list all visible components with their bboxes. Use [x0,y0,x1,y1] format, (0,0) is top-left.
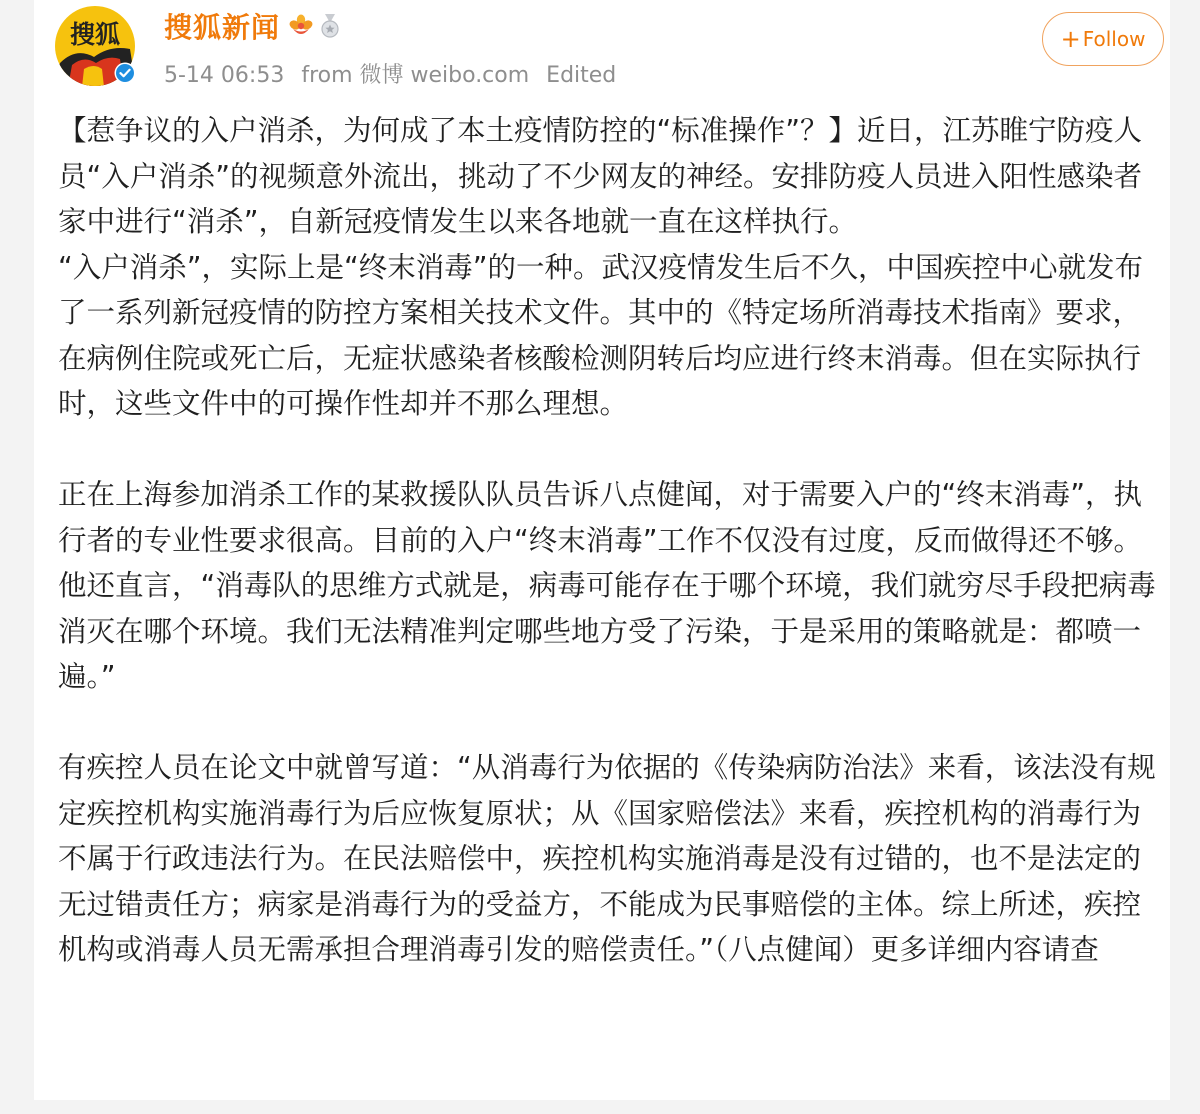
author-row [164,4,342,48]
paragraph-spacer [58,427,1158,473]
post-paragraph: “入户消杀”，实际上是“终末消毒”的一种。武汉疫情发生后不久，中国疾控中心就发布了一系列新冠疫情的防控方案相关技术文件。其中的《特定场所消毒技术指南》要求，在病例住院或死亡后，无症状感染者核酸检测阴转后均应进行终末消毒。但在实际执行时，这些文件中的可操作性却并不那么理想。 [58,250,1144,420]
post-body [58,108,1158,973]
post-paragraph: 正在上海参加消杀工作的某救援队队员告诉八点健闻，对于需要入户的“终末消毒”，执行者的专业性要求很高。目前的入户“终末消毒”工作不仅没有过度，反而做得还不够。他还直言，“消毒队的思维方式就是，病毒可能存在于哪个环境，我们就穷尽手段把病毒消灭在哪个环境。我们无法精准判定哪些地方受了污染，于是采用的策略就是：都喷一遍。” [58,478,1156,693]
follow-button[interactable] [1042,12,1164,66]
post-source[interactable]: from 微博 weibo.com [301,63,530,88]
flower-badge-icon[interactable] [288,13,314,39]
post-paragraph: 有疾控人员在论文中就曾写道：“从消毒行为依据的《传染病防治法》来看，该法没有规定疾控机构实施消毒行为后应恢复原状；从《国家赔偿法》来看，疾控机构的消毒行为不属于行政违法行为。在民法赔偿中，疾控机构实施消毒是没有过错的，也不是法定的无过错责任方；病家是消毒行为的受益方，不能成为民事赔偿的主体。综上所述，疾控机构或消毒人员无需承担合理消毒引发的赔偿责任。”（八点健闻）更多详细内容请查 [58,751,1156,966]
page-background-strip [0,1100,1200,1114]
paragraph-spacer [58,700,1158,746]
edited-label[interactable]: Edited [546,63,617,88]
medal-badge-icon[interactable] [318,13,342,39]
author-name[interactable]: 搜狐新闻 [164,11,281,44]
plus-icon: + [1060,25,1081,53]
follow-label: Follow [1082,27,1146,51]
weibo-post-card [34,0,1170,1100]
post-paragraph: 【惹争议的入户消杀，为何成了本土疫情防控的“标准操作”？】近日，江苏睢宁防疫人员“入户消杀”的视频意外流出，挑动了不少网友的神经。安排防疫人员进入阳性感染者家中进行“消杀”，自新冠疫情发生以来各地就一直在这样执行。 [58,114,1143,238]
verified-icon [114,62,136,84]
avatar-text: 搜狐 [69,20,121,49]
post-meta [164,58,626,89]
post-time[interactable]: 5-14 06:53 [164,63,285,88]
